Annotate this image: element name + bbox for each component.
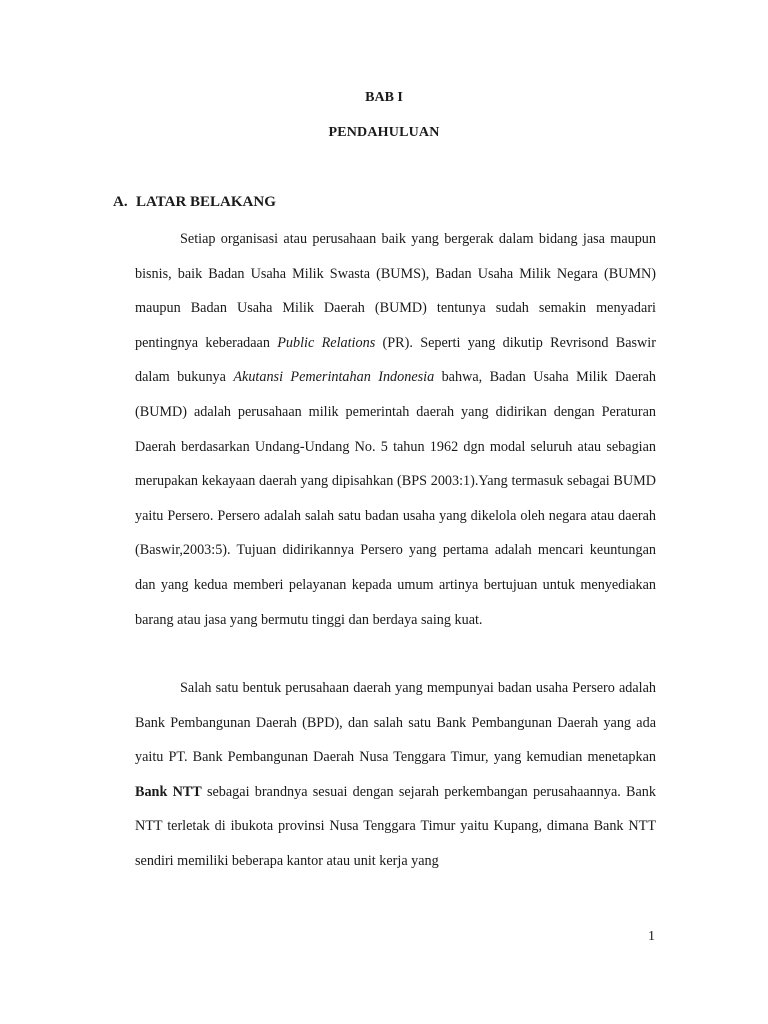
section-heading	[113, 194, 276, 211]
paragraph-1	[135, 222, 656, 637]
chapter-title: BAB I	[365, 90, 403, 105]
paragraph-1-text-b: (PR). Seperti yang dikutip Revrisond Baswir dalam bukunya	[135, 334, 656, 386]
paragraph-1-italic-term: Public Relations	[277, 334, 376, 351]
section-title: LATAR BELAKANG	[136, 194, 276, 210]
paragraph-2-bold-term: Bank NTT	[135, 783, 202, 800]
paragraph-2	[135, 671, 656, 879]
paragraph-2-text-b: sebagai brandnya sesuai dengan sejarah perkembangan perusahaannya. Bank NTT terletak di ibukota provinsi Nusa Tenggara Timur yaitu Kupang, dimana Bank NTT sendiri memiliki beberapa kantor atau unit kerja yang	[135, 783, 656, 869]
paragraph-1-text-c: bahwa, Badan Usaha Milik Daerah (BUMD) adalah perusahaan milik pemerintah daerah yang didirikan dengan Peraturan Daerah berdasarkan Undang-Undang No. 5 tahun 1962 dgn modal seluruh atau sebagian merupakan kekayaan daerah yang dipisahkan (BPS 2003:1).Yang termasuk sebagai BUMD yaitu Persero. Persero adalah salah satu badan usaha yang dikelola oleh negara atau daerah (Baswir,2003:5). Tujuan didirikannya Persero yang pertama adalah mencari keuntungan dan yang kedua memberi pelayanan kepada umum artinya bertujuan untuk menyediakan barang atau jasa yang bermutu tinggi dan berdaya saing kuat.	[135, 369, 657, 628]
chapter-subtitle: PENDAHULUAN	[328, 125, 440, 140]
section-number: A.	[113, 194, 128, 210]
paragraph-1-text-a: Setiap organisasi atau perusahaan baik yang bergerak dalam bidang jasa maupun bisnis, baik Badan Usaha Milik Swasta (BUMS), Badan Usaha Milik Negara (BUMN) maupun Badan Usaha Milik Daerah (BUMD) tentunya sudah semakin menyadari pentingnya keberadaan	[135, 231, 656, 351]
paragraph-2-text-a: Salah satu bentuk perusahaan daerah yang mempunyai badan usaha Persero adalah Bank Pembangunan Daerah (BPD), dan salah satu Bank Pembangunan Daerah yang ada yaitu PT. Bank Pembangunan Daerah Nusa Tenggara Timur, yang kemudian menetapkan	[135, 680, 656, 766]
paragraph-1-book-title: Akutansi Pemerintahan Indonesia	[233, 369, 435, 386]
page-number: 1	[648, 929, 655, 944]
